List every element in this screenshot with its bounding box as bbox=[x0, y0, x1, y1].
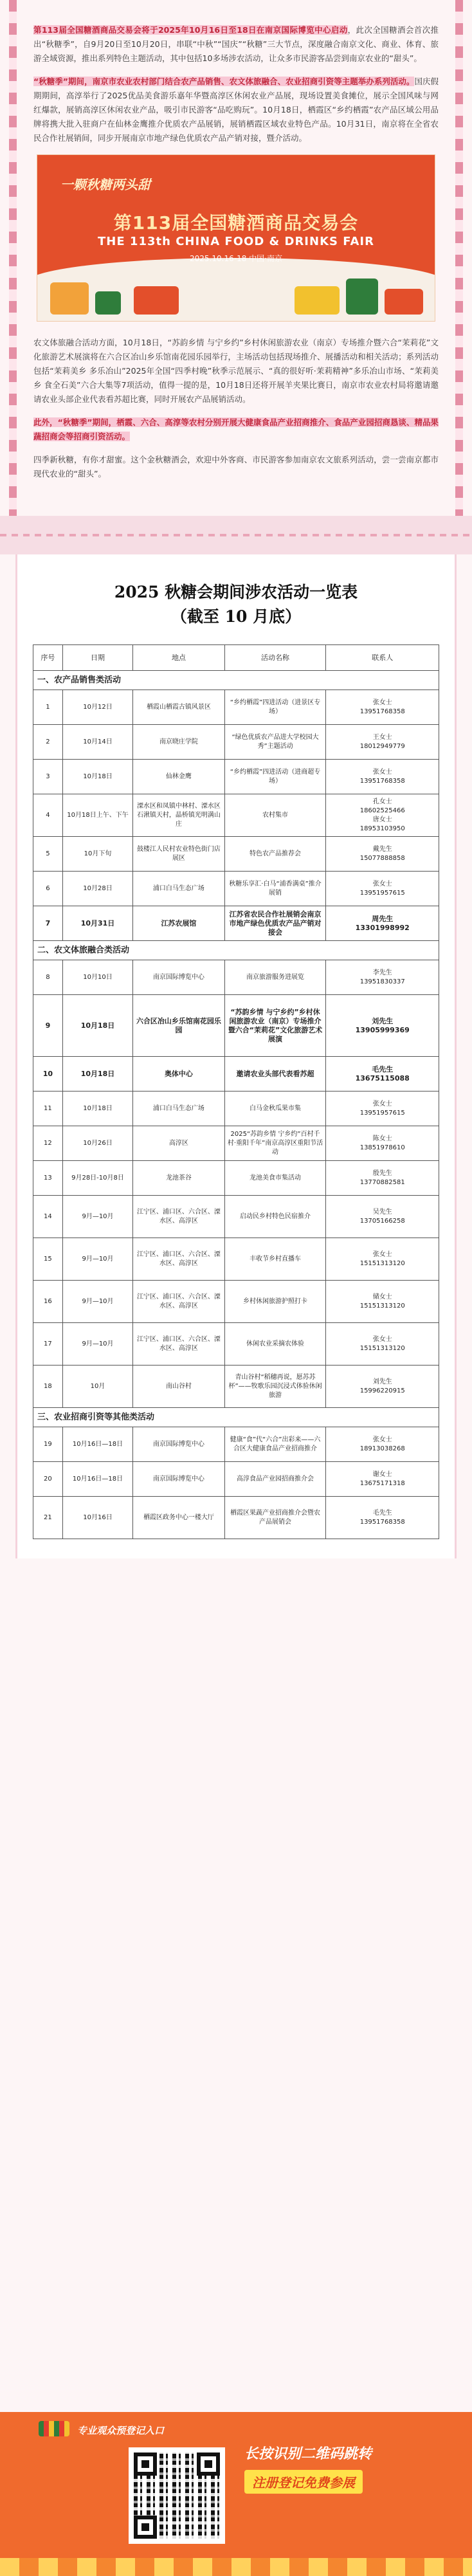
cell-contact: 王女士 18012949779 bbox=[326, 725, 439, 760]
highlight-4: 此外，“秋糖季”期间，栖霞、六合、高淳等农村分别开展大健康食品产业招商推介、食品产业园招商恳谈、精品果蔬招商会等招商引资活动。 bbox=[33, 417, 439, 441]
qr-code[interactable] bbox=[129, 2447, 225, 2544]
cell-date: 10月12日 bbox=[62, 690, 132, 725]
category-row bbox=[33, 1408, 439, 1427]
cell-date: 10月18日 bbox=[62, 760, 132, 794]
poster-title: 第113届全国糖酒商品交易会 bbox=[113, 212, 359, 233]
cell-date: 10月16日—18日 bbox=[62, 1462, 132, 1497]
table-row bbox=[33, 725, 439, 760]
cell-index: 9 bbox=[33, 995, 63, 1057]
cell-location: 江苏农展馆 bbox=[133, 906, 224, 941]
paragraph-2 bbox=[33, 75, 439, 145]
cell-index: 21 bbox=[33, 1497, 63, 1539]
cell-date: 10月10日 bbox=[62, 960, 132, 995]
cell-index: 15 bbox=[33, 1238, 63, 1281]
cell-location: 江宁区、浦口区、六合区、溧水区、高淳区 bbox=[133, 1196, 224, 1238]
cell-contact: 刘先生 13905999369 bbox=[326, 995, 439, 1057]
cell-date: 10月31日 bbox=[62, 906, 132, 941]
paragraph-3: 农文体旅融合活动方面，10月18日，“苏韵乡情 与宁乡约”乡村休闲旅游农业（南京）专场推介暨六合“茉莉花”文化旅游艺术展演将在六合区冶山乡乐馆南花园乐园举行，主场活动包括现场推介、展播活动和相关活动；系列活动包括“茉莉美乡 多乐冶山”2025年全国“四季村晚”秋季示范展示、“真的很好听·茉莉精神”多乐冶山市场、“茉莉美乡 食全石美”六合大集等7项活动，值得一提的是，10月18日还将开展羊夹果比赛日，南京市农业农村局将邀请邀请农业头部企业代表看苏超比赛，同时开展农产品展销活动。 bbox=[33, 338, 439, 404]
category-row bbox=[33, 671, 439, 690]
cell-index: 5 bbox=[33, 837, 63, 872]
cell-index: 12 bbox=[33, 1126, 63, 1161]
header-contact: 联系人 bbox=[326, 645, 439, 671]
cell-activity: 启动民乡村特色民宿推介 bbox=[224, 1196, 326, 1238]
cell-date: 10月28日 bbox=[62, 872, 132, 906]
table-row bbox=[33, 1126, 439, 1161]
cell-date: 10月16日 bbox=[62, 1497, 132, 1539]
cell-location: 高淳区 bbox=[133, 1126, 224, 1161]
cell-date: 10月下旬 bbox=[62, 837, 132, 872]
cell-activity: 2025“苏韵乡情 宁乡约”百村千村·重阳千年”南京高淳区重阳节活动 bbox=[224, 1126, 326, 1161]
cell-activity: 农村集市 bbox=[224, 794, 326, 837]
cell-contact: 孔女士 18602525466 唐女士 18953103950 bbox=[326, 794, 439, 837]
cell-activity: 南京旅游服务进展览 bbox=[224, 960, 326, 995]
cell-index: 16 bbox=[33, 1281, 63, 1323]
paragraph-2-text: 国庆假期期间，高淳举行了2025优品美食游乐嘉年华暨高淳区休闲农业产品展，现场设置美食摊位，展示全国风味与网红爆款，展销高淳区休闲农业产品，吸引市民游客“品吃购玩”。10月18日，栖霞区“乡约栖霞”农产品区域公用品牌将携大批入驻商户在仙林金鹰推介优质农产品展销，展销栖霞区域农业特色产品。10月31日，南京将在全省农民合作社展销间，同步开展南京市地产绿色优质农产品产销对接，暨介活动。 bbox=[33, 77, 439, 143]
cell-date: 9月—10月 bbox=[62, 1323, 132, 1366]
cell-date: 10月14日 bbox=[62, 725, 132, 760]
cell-activity: 邀请农业头部代表看苏超 bbox=[224, 1057, 326, 1092]
banner-heading: 专业观众预登记入口 bbox=[77, 2425, 165, 2436]
cell-contact: 张女士 13951768358 bbox=[326, 690, 439, 725]
cell-location: 浦口白马生态广场 bbox=[133, 1092, 224, 1126]
cell-activity: 特色农产品推荐会 bbox=[224, 837, 326, 872]
cell-activity: 高淳食品产业园招商推介会 bbox=[224, 1462, 326, 1497]
header-index: 序号 bbox=[33, 645, 63, 671]
header-location: 地点 bbox=[133, 645, 224, 671]
cell-location: 六合区冶山乡乐馆南花园乐园 bbox=[133, 995, 224, 1057]
banner-stripes bbox=[0, 2558, 472, 2576]
cell-activity: 栖霞区果蔬产业招商推介会暨农产品展销会 bbox=[224, 1497, 326, 1539]
category-label: 一、农产品销售类活动 bbox=[33, 671, 439, 690]
cell-contact: 张女士 18913038268 bbox=[326, 1427, 439, 1462]
cell-location: 龙池茶谷 bbox=[133, 1161, 224, 1196]
cell-index: 14 bbox=[33, 1196, 63, 1238]
banner-register-text: 注册登记免费参展 bbox=[244, 2470, 363, 2494]
table-row bbox=[33, 837, 439, 872]
section-divider bbox=[0, 516, 472, 554]
cell-location: 南京国际博览中心 bbox=[133, 1427, 224, 1462]
activity-table bbox=[33, 644, 439, 1539]
table-row bbox=[33, 1323, 439, 1366]
cell-date: 9月—10月 bbox=[62, 1196, 132, 1238]
category-label: 三、农业招商引资等其他类活动 bbox=[33, 1408, 439, 1427]
table-row bbox=[33, 995, 439, 1057]
cell-location: 南京国际博览中心 bbox=[133, 1462, 224, 1497]
cell-activity: “绿色优质农产品进大学校园大秀”主题活动 bbox=[224, 725, 326, 760]
cell-contact: 吴先生 13705166258 bbox=[326, 1196, 439, 1238]
cell-location: 溧水区和凤镇中林村、溧水区石湫镇天村，晶桥镇光明满山庄 bbox=[133, 794, 224, 837]
cell-contact: 毛先生 13951768358 bbox=[326, 1497, 439, 1539]
highlight-2: “秋糖季”期间，南京市农业农村部门结合农产品销售、农文体旅融合、农业招商引资等主题举办系列活动。 bbox=[33, 77, 415, 86]
cell-date: 10月18日上午、下午 bbox=[62, 794, 132, 837]
cell-contact: 张女士 13951957615 bbox=[326, 1092, 439, 1126]
highlight-1: 第113届全国糖酒商品交易会将于2025年10月16日至18日在南京国际博览中心启动 bbox=[33, 25, 348, 35]
poster-brand: 一颗秋糖两头甜 bbox=[60, 177, 150, 192]
cell-date: 10月18日 bbox=[62, 1092, 132, 1126]
cell-activity: 江苏省农民合作社展销会南京市地产绿色优质农产品产销对接会 bbox=[224, 906, 326, 941]
cell-date: 10月16日—18日 bbox=[62, 1427, 132, 1462]
cell-activity: 丰收节乡村直播车 bbox=[224, 1238, 326, 1281]
cell-index: 20 bbox=[33, 1462, 63, 1497]
cell-index: 3 bbox=[33, 760, 63, 794]
cell-location: 鼓楼江人民村农业特色街门店展区 bbox=[133, 837, 224, 872]
cell-location: 仙林金鹰 bbox=[133, 760, 224, 794]
cell-activity: 休闲农业采摘农体验 bbox=[224, 1323, 326, 1366]
cell-date: 9月—10月 bbox=[62, 1281, 132, 1323]
cell-activity: 白马金秋瓜果市集 bbox=[224, 1092, 326, 1126]
table-row bbox=[33, 794, 439, 837]
table-row bbox=[33, 1462, 439, 1497]
cell-index: 17 bbox=[33, 1323, 63, 1366]
poster-subtitle: THE 113th CHINA FOOD & DRINKS FAIR bbox=[98, 235, 374, 248]
paragraph-1-text: ，此次全国糖酒会首次推出“秋糖季”，自9月20日至10月20日，串联“中秋”“国庆”“秋糖”三大节点，深度融合南京文化、商业、体育、旅游全域资源，推出系列特色主题活动，其中包括10多场涉农活动，让众多市民游客品尝到南京农业的“甜头”。 bbox=[33, 25, 439, 63]
cell-index: 4 bbox=[33, 794, 63, 837]
activity-table-section bbox=[15, 554, 457, 1558]
cell-location: 栖霞区政务中心一楼大厅 bbox=[133, 1497, 224, 1539]
cell-date: 10月26日 bbox=[62, 1126, 132, 1161]
cell-location: 江宁区、浦口区、六合区、溧水区、高淳区 bbox=[133, 1238, 224, 1281]
cell-location: 南京晓庄学院 bbox=[133, 725, 224, 760]
poster-date: 2025.10.16-18 中国·南京 bbox=[190, 254, 282, 263]
table-subtitle: （截至 10 月底） bbox=[170, 607, 302, 626]
cell-activity: “乡约栖霞”四进活动（进商超专场） bbox=[224, 760, 326, 794]
cell-contact: 储女士 15151313120 bbox=[326, 1281, 439, 1323]
banner-scan-text: 长按识别二维码跳转 bbox=[244, 2446, 372, 2462]
cell-location: 南山谷村 bbox=[133, 1366, 224, 1408]
cell-contact: 张女士 15151313120 bbox=[326, 1323, 439, 1366]
table-title: 2025 秋糖会期间涉农活动一览表 bbox=[114, 583, 358, 601]
category-row bbox=[33, 941, 439, 960]
cell-location: 江宁区、浦口区、六合区、溧水区、高淳区 bbox=[133, 1281, 224, 1323]
cell-contact: 毛先生 13675115088 bbox=[326, 1057, 439, 1092]
table-row bbox=[33, 1427, 439, 1462]
cell-location: 栖霞山栖霞古镇风景区 bbox=[133, 690, 224, 725]
fair-poster bbox=[37, 154, 435, 322]
cell-contact: 张女士 15151313120 bbox=[326, 1238, 439, 1281]
cell-contact: 张女士 13951957615 bbox=[326, 872, 439, 906]
cell-contact: 周先生 13301998992 bbox=[326, 906, 439, 941]
table-row bbox=[33, 1281, 439, 1323]
cell-activity: 秋糖乐享汇·白马“浦香满桌”推介展销 bbox=[224, 872, 326, 906]
header-activity: 活动名称 bbox=[224, 645, 326, 671]
cell-date: 10月18日 bbox=[62, 995, 132, 1057]
paragraph-1 bbox=[33, 23, 439, 66]
cell-location: 浦口白马生态广场 bbox=[133, 872, 224, 906]
table-row bbox=[33, 1196, 439, 1238]
cell-index: 8 bbox=[33, 960, 63, 995]
cell-index: 13 bbox=[33, 1161, 63, 1196]
cell-location: 南京国际博览中心 bbox=[133, 960, 224, 995]
cell-contact: 谢女士 13675171318 bbox=[326, 1462, 439, 1497]
cell-index: 7 bbox=[33, 906, 63, 941]
table-row bbox=[33, 1366, 439, 1408]
table-row bbox=[33, 960, 439, 995]
paragraph-4 bbox=[33, 416, 439, 444]
table-row bbox=[33, 1092, 439, 1126]
table-row bbox=[33, 690, 439, 725]
paragraph-5: 四季新秋糖，有你才甜蜜。这个金秋糖酒会，欢迎中外客商、市民游客参加南京农文旅系列活动，尝一尝南京都市现代农业的“甜头”。 bbox=[33, 455, 439, 479]
category-label: 二、农文体旅融合类活动 bbox=[33, 941, 439, 960]
cell-index: 1 bbox=[33, 690, 63, 725]
cell-date: 9月—10月 bbox=[62, 1238, 132, 1281]
table-row bbox=[33, 760, 439, 794]
table-row bbox=[33, 1057, 439, 1092]
cell-index: 6 bbox=[33, 872, 63, 906]
cell-date: 9月28日-10月8日 bbox=[62, 1161, 132, 1196]
header-date: 日期 bbox=[62, 645, 132, 671]
cell-date: 10月 bbox=[62, 1366, 132, 1408]
cell-index: 19 bbox=[33, 1427, 63, 1462]
table-header bbox=[33, 645, 439, 671]
cell-contact: 陈女士 13851978610 bbox=[326, 1126, 439, 1161]
cell-activity: 健康“食”代“六合”出彩来——六合区大健康食品产业招商推介 bbox=[224, 1427, 326, 1462]
cell-date: 10月18日 bbox=[62, 1057, 132, 1092]
table-row bbox=[33, 1238, 439, 1281]
poster-decoration bbox=[37, 269, 435, 321]
article bbox=[0, 0, 472, 516]
registration-banner bbox=[0, 2412, 472, 2576]
cell-contact: 张女士 13951768358 bbox=[326, 760, 439, 794]
cell-activity: 乡村休闲旅游护照打卡 bbox=[224, 1281, 326, 1323]
table-body bbox=[33, 671, 439, 1539]
cell-contact: 殷先生 13770882581 bbox=[326, 1161, 439, 1196]
cell-activity: “乡约栖霞”四进活动（进景区专场） bbox=[224, 690, 326, 725]
cell-index: 11 bbox=[33, 1092, 63, 1126]
cell-index: 18 bbox=[33, 1366, 63, 1408]
cell-contact: 刘先生 15996220915 bbox=[326, 1366, 439, 1408]
cell-location: 奥体中心 bbox=[133, 1057, 224, 1092]
cell-contact: 戴先生 15077888858 bbox=[326, 837, 439, 872]
table-row bbox=[33, 872, 439, 906]
cell-activity: 龙池美食市集活动 bbox=[224, 1161, 326, 1196]
cell-activity: “苏韵乡情 与宁乡约”乡村休闲旅游农业（南京）专场推介暨六合“茉莉花”文化旅游艺术展演 bbox=[224, 995, 326, 1057]
fair-logo bbox=[39, 2421, 69, 2436]
cell-activity: 青山谷村“稻穗再说，愿苏苏杯”——牧歌乐园沉浸式体验休闲旅游 bbox=[224, 1366, 326, 1408]
cell-index: 10 bbox=[33, 1057, 63, 1092]
cell-contact: 李先生 13951830337 bbox=[326, 960, 439, 995]
table-row bbox=[33, 1161, 439, 1196]
cell-index: 2 bbox=[33, 725, 63, 760]
table-row bbox=[33, 1497, 439, 1539]
table-row bbox=[33, 906, 439, 941]
cell-location: 江宁区、浦口区、六合区、溧水区、高淳区 bbox=[133, 1323, 224, 1366]
